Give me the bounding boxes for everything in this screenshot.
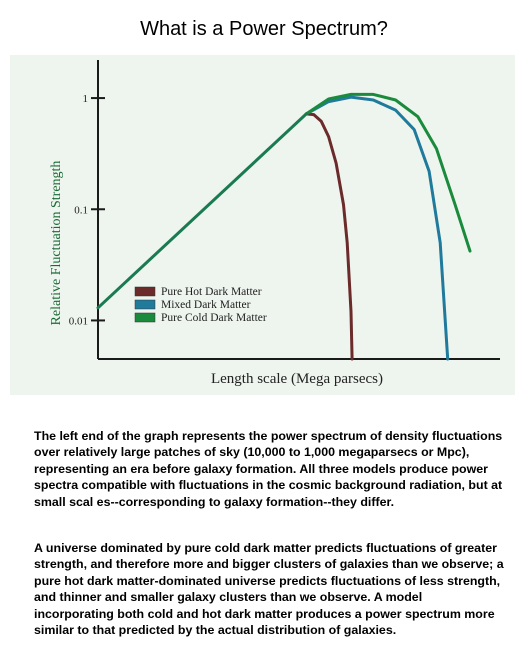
caption-paragraph-1: The left end of the graph represents the power spectrum of density fluctuations over relatively large patches of sky (10,000 to 1,000 megaparsecs or Mpc), representing an era before galaxy formation. All three models produce power spectra compatible with fluctuations in the cosmic background radiation, but at small scal es--corresponding to galaxy formation--they differ. <box>34 429 503 509</box>
series-line-0 <box>306 114 352 359</box>
series-line-3 <box>98 114 306 308</box>
legend-label-1: Mixed Dark Matter <box>161 299 251 311</box>
y-tick-label-2: 0.01 <box>68 315 88 328</box>
legend-swatch-2 <box>135 313 155 322</box>
legend-swatch-1 <box>135 300 155 309</box>
caption-paragraph-2: A universe dominated by pure cold dark matter predicts fluctuations of greater strength, and therefore more and bigger clusters of galaxies than we observe; a pure hot dark matter-dominated universe predicts fluctuations of less strength, and thinner and smaller galaxy clusters than we observe. A model incorporating both cold and hot dark matter produces a power spectrum more similar to that predicted by the actual distribution of galaxies. <box>34 541 504 638</box>
legend-label-2: Pure Cold Dark Matter <box>161 312 267 324</box>
y-tick-label-1: 0.1 <box>74 204 88 217</box>
x-axis-label: Length scale (Mega parsecs) <box>210 371 384 387</box>
chart-panel <box>10 55 515 395</box>
legend-label-0: Pure Hot Dark Matter <box>161 286 262 298</box>
y-tick-label-0: 1 <box>82 93 88 106</box>
series-line-2 <box>306 94 470 251</box>
legend-swatch-0 <box>135 287 155 296</box>
y-axis-label: Relative Fluctuation Strength <box>49 160 64 326</box>
power-spectrum-chart <box>10 55 515 395</box>
page-title: What is a Power Spectrum? <box>140 18 388 40</box>
